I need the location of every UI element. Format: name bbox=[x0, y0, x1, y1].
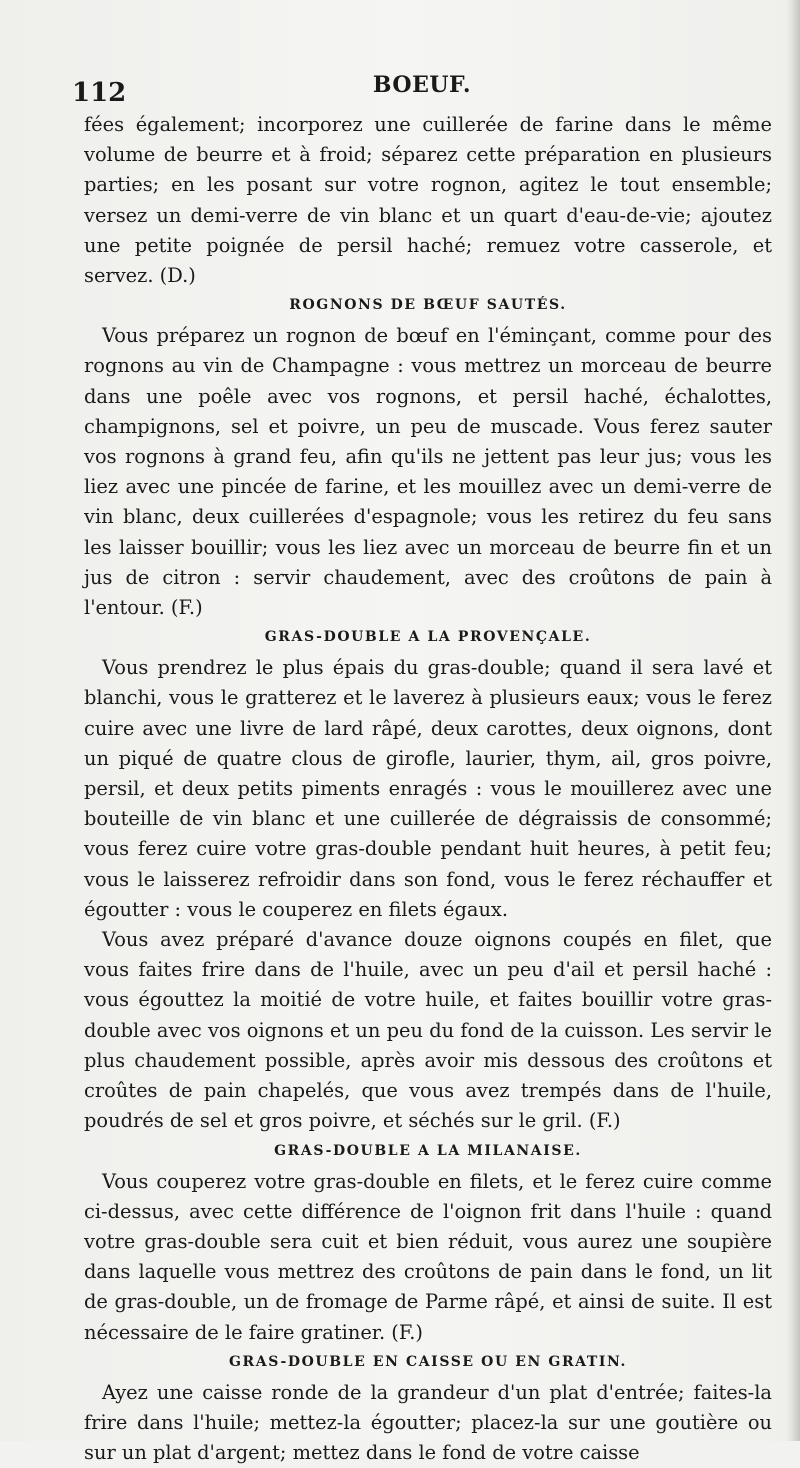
page-number: 112 bbox=[72, 78, 127, 108]
paragraph-gras-double-milanaise: Vous couperez votre gras-double en filets, et le ferez cuire comme ci-dessus, avec cette différence de l'oignon frit dans l'huile : quand votre gras-double sera cuit et bien réduit, vous aurez une soupière dans laquelle vous mettrez des croûtons de pain dans le fond, un lit de gras-double, un de fromage de Parme râpé, et ainsi de suite. Il est nécessaire de le faire gratiner. (F.) bbox=[84, 1169, 772, 1344]
paragraph-gras-double-caisse: Ayez une caisse ronde de la grandeur d'un plat d'entrée; faites-la frire dans l'huile; mettez-la égoutter; placez-la sur une goutière ou sur un plat d'argent; mettez dans le fond de votre caisse bbox=[84, 1380, 772, 1465]
paragraph-rognons-sautes: Vous préparez un rognon de bœuf en l'éminçant, comme pour des rognons au vin de Champagne : vous mettrez un morceau de beurre dans une poêle avec vos rognons, et persil haché, échalottes, champignons, sel et poivre, un peu de muscade. Vous ferez sauter vos rognons à grand feu, afin qu'ils ne jettent pas leur jus; vous les liez avec une pincée de farine, et les mouillez avec un demi-verre de vin blanc, deux cuillerées d'espagnole; vous les retirez du feu sans les laisser bouillir; vous les liez avec un morceau de beurre fin et un jus de citron : servir chaudement, avec des croûtons de pain à l'entour. (F.) bbox=[84, 324, 772, 620]
page-text bbox=[84, 110, 772, 1468]
paragraph-gras-double-provencale-1: Vous prendrez le plus épais du gras-double; quand il sera lavé et blanchi, vous le gratterez et le laverez à plusieurs eaux; vous le ferez cuire avec une livre de lard râpé, deux carottes, deux oignons, dont un piqué de quatre clous de girofle, laurier, thym, ail, gros poivre, persil, et deux petits piments enragés : vous le mouillerez avec une bouteille de vin blanc et une cuillerée de dégraissis de consommé; vous ferez cuire votre gras-double pendant huit heures, à petit feu; vous le laisserez refroidir dans son fond, vous le ferez réchauffer et égoutter : vous le couperez en filets égaux. bbox=[84, 656, 772, 921]
page-header bbox=[72, 72, 772, 106]
section-title-gras-double-milanaise: GRAS-DOUBLE A LA MILANAISE. bbox=[274, 1142, 582, 1159]
section-title-gras-double-caisse: GRAS-DOUBLE EN CAISSE OU EN GRATIN. bbox=[228, 1353, 628, 1370]
continued-paragraph: fées également; incorporez une cuillerée de farine dans le même volume de beurre et à froid; séparez cette préparation en plusieurs parties; en les posant sur votre rognon, agitez le tout ensemble; versez un demi-verre de vin blanc et un quart d'eau-de-vie; ajoutez une petite poignée de persil haché; remuez votre casserole, et servez. (D.) bbox=[84, 113, 772, 288]
page-edge-shadow bbox=[786, 0, 800, 1441]
running-title: BOEUF. bbox=[372, 72, 472, 98]
section-title-gras-double-provencale: GRAS-DOUBLE A LA PROVENÇALE. bbox=[264, 629, 592, 646]
section-title-rognons-sautes: ROGNONS DE BŒUF SAUTÉS. bbox=[289, 297, 567, 314]
paragraph-gras-double-provencale-2: Vous avez préparé d'avance douze oignons coupés en filet, que vous faites frire dans de l'huile, avec un peu d'ail et persil haché : vous égouttez la moitié de votre huile, et faites bouillir votre gras-double avec vos oignons et un peu du fond de la cuisson. Les servir le plus chaudement possible, après avoir mis dessous des croûtons et croûtes de pain chapelés, que vous avez trempés dans de l'huile, poudrés de sel et gros poivre, et séchés sur le gril. (F.) bbox=[84, 928, 772, 1133]
